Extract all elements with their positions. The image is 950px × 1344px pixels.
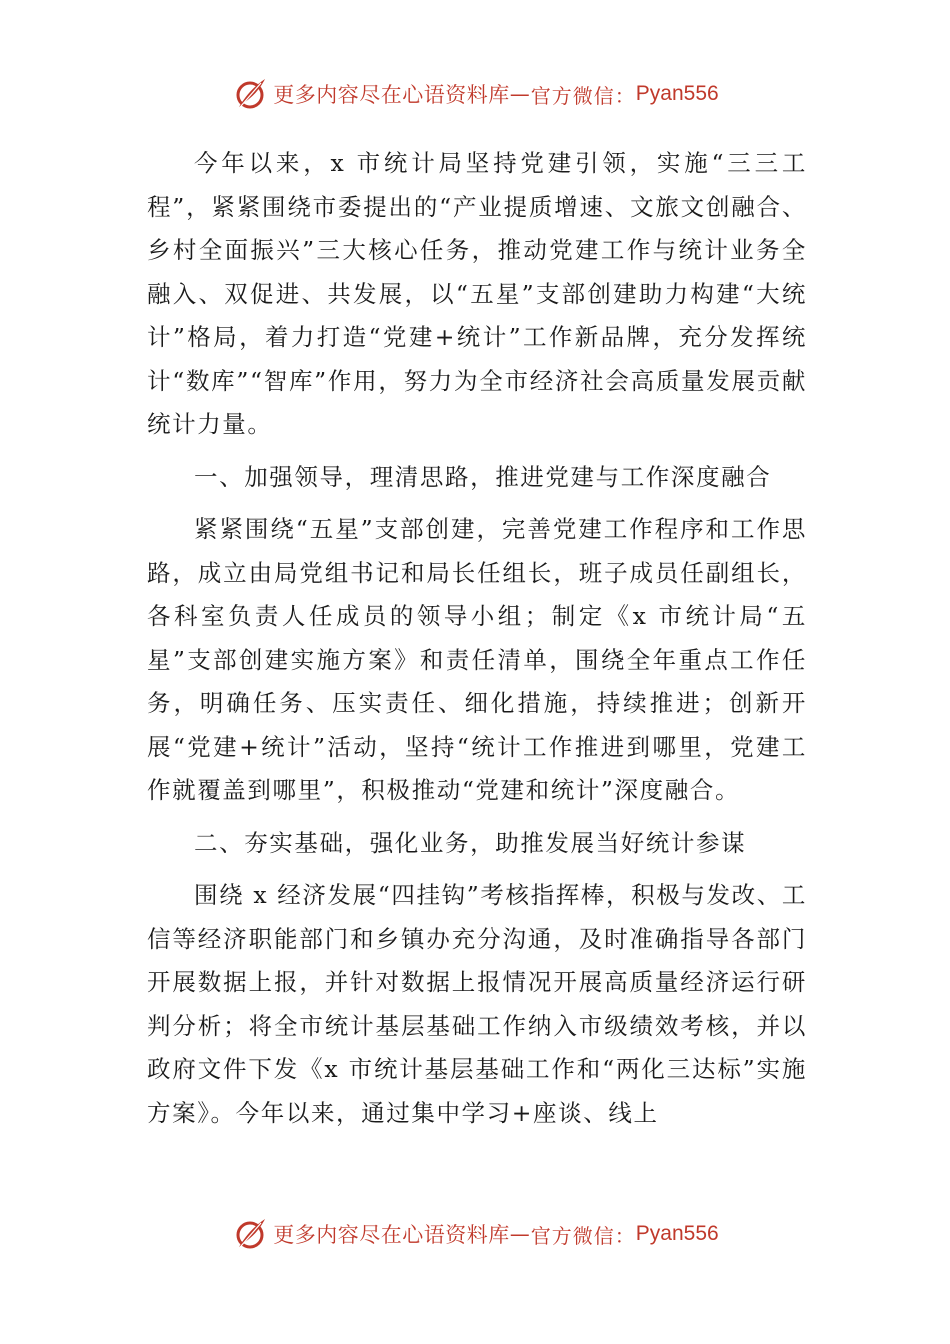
section-1-paragraph: 紧紧围绕“五星”支部创建，完善党建工作程序和工作思路，成立由局党组书记和局长任组长，班子成员任副组长，各科室负责人任成员的领导小组；制定《x 市统计局“五星”支部创建实施方案》和责任清单，围绕全年重点工作任务，明确任务、压实责任、细化措施，持续推进；创新开展“党建+统计”活动，坚持“统计工作推进到哪里，党建工作就覆盖到哪里”，积极推动“党建和统计”深度融合。 bbox=[147, 515, 807, 804]
watermark-dash: — bbox=[509, 82, 531, 106]
document-body bbox=[147, 142, 807, 1135]
watermark-brand: 更多内容尽在心语资料库 bbox=[273, 83, 510, 107]
watermark-official: 官方微信： bbox=[530, 83, 636, 108]
header-watermark bbox=[0, 72, 950, 116]
quill-logo-icon bbox=[231, 75, 269, 113]
watermark-official: 官方微信： bbox=[530, 1223, 636, 1248]
footer-watermark bbox=[0, 1212, 950, 1256]
watermark-wechat-id: Pyan556 bbox=[635, 1222, 719, 1245]
section-2-paragraph: 围绕 x 经济发展“四挂钩”考核指挥棒，积极与发改、工信等经济职能部门和乡镇办充分沟通，及时准确指导各部门开展数据上报，并针对数据上报情况开展高质量经济运行研判分析；将全市统计基层基础工作纳入市级绩效考核，并以政府文件下发《x 市统计基层基础工作和“两化三达标”实施方案》。今年以来，通过集中学习+座谈、线上 bbox=[147, 881, 807, 1127]
watermark-dash: — bbox=[509, 1222, 531, 1246]
watermark-wechat-id: Pyan556 bbox=[635, 82, 719, 105]
section-1-heading: 一、加强领导，理清思路，推进党建与工作深度融合 bbox=[194, 462, 772, 491]
watermark-brand: 更多内容尽在心语资料库 bbox=[273, 1223, 510, 1247]
intro-paragraph: 今年以来，x 市统计局坚持党建引领，实施“三三工程”，紧紧围绕市委提出的“产业提质增速、文旅文创融合、乡村全面振兴”三大核心任务，推动党建工作与统计业务全融入、双促进、共发展，以“五星”支部创建助力构建“大统计”格局，着力打造“党建+统计”工作新品牌，充分发挥统计“数库”“智库”作用，努力为全市经济社会高质量发展贡献统计力量。 bbox=[147, 149, 807, 438]
quill-logo-icon bbox=[231, 1215, 269, 1253]
section-2-heading: 二、夯实基础，强化业务，助推发展当好统计参谋 bbox=[194, 828, 747, 857]
